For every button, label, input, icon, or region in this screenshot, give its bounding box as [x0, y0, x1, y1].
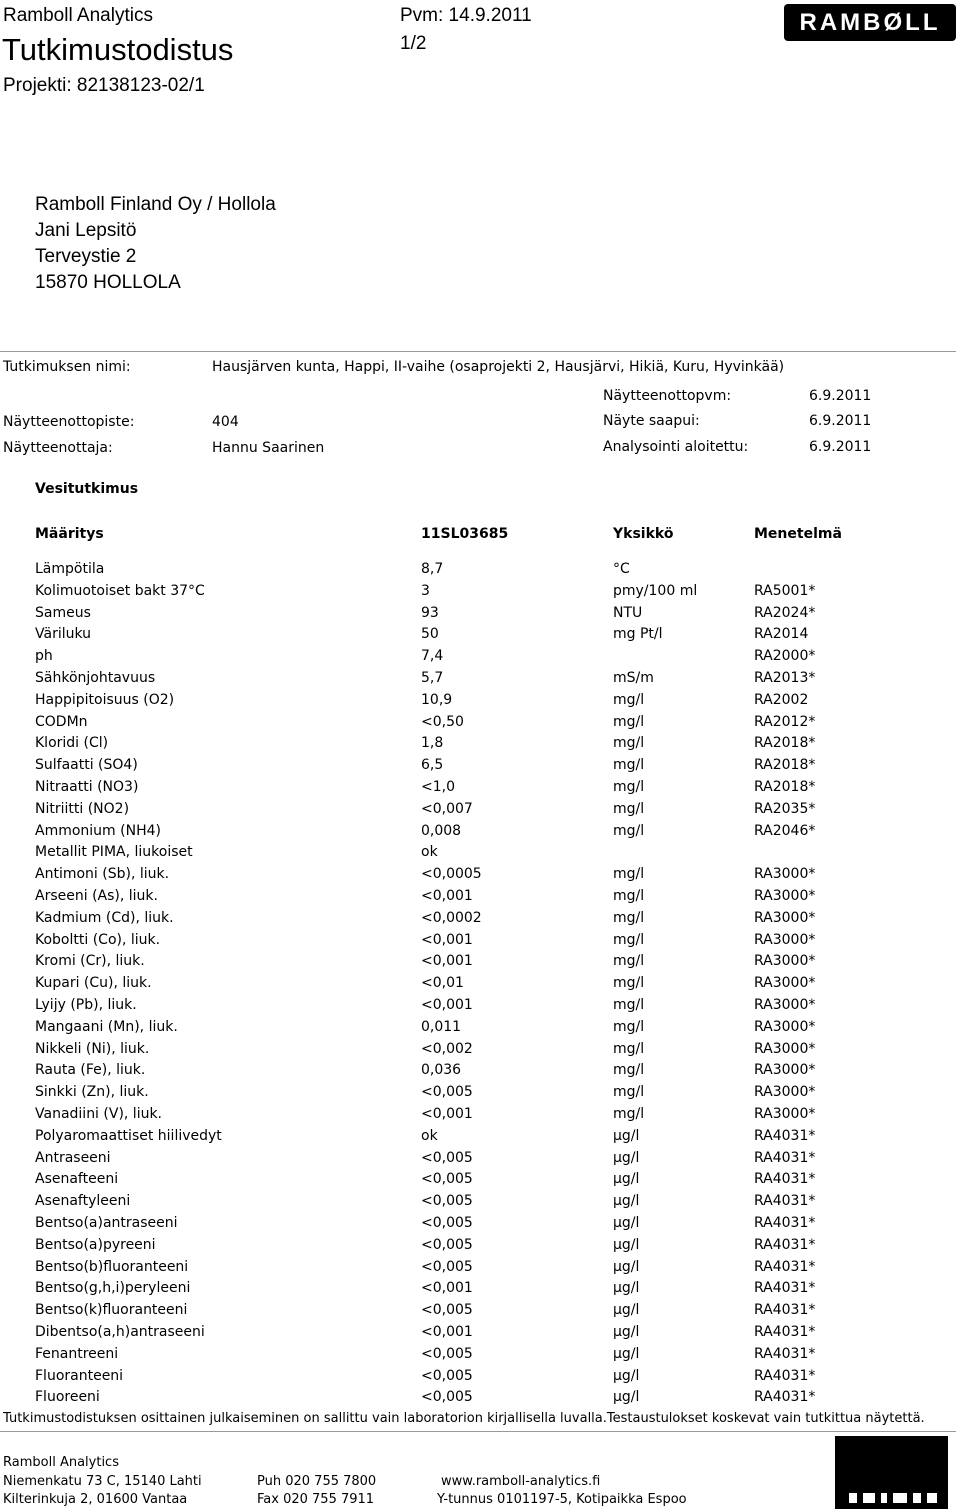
table-row: [0, 1368, 960, 1390]
table-row: [0, 932, 960, 954]
table-row: [0, 1193, 960, 1215]
table-cell: Väriluku: [35, 626, 92, 643]
table-cell: RA4031*: [754, 1171, 816, 1188]
column-header: 11SL03685: [421, 526, 509, 542]
table-row: [0, 692, 960, 714]
column-header: Menetelmä: [754, 526, 842, 542]
table-cell: <0,005: [421, 1367, 473, 1384]
table-cell: mg/l: [613, 997, 645, 1013]
table-cell: <0,002: [421, 1040, 473, 1057]
table-cell: µg/l: [613, 1324, 640, 1340]
section-title: Vesitutkimus: [35, 481, 139, 497]
table-row: [0, 714, 960, 736]
table-cell: RA3000*: [754, 866, 816, 883]
table-cell: RA2018*: [754, 735, 816, 752]
table-cell: Lyijy (Pb), liuk.: [35, 997, 137, 1013]
table-cell: Fluoreeni: [35, 1389, 100, 1406]
ramboll-logo: RAMBØLL: [784, 4, 956, 41]
table-cell: RA2000*: [754, 648, 816, 665]
table-cell: RA2018*: [754, 779, 816, 795]
table-cell: mg/l: [613, 735, 645, 752]
column-header: Yksikkö: [613, 526, 674, 542]
sampling-site-label: Näytteenottopiste:: [3, 414, 135, 430]
footer-fax: Fax 020 755 7911: [257, 1492, 375, 1507]
table-cell: ok: [421, 1127, 438, 1144]
table-cell: <0,001: [421, 1324, 473, 1340]
table-row: [0, 1106, 960, 1128]
table-row: [0, 975, 960, 997]
table-cell: µg/l: [613, 1215, 640, 1231]
recipient-line: Jani Lepsitö: [35, 220, 137, 241]
sampler-label: Näytteenottaja:: [3, 440, 113, 456]
study-name-value: Hausjärven kunta, Happi, II-vaihe (osaprojekti 2, Hausjärvi, Hikiä, Kuru, Hyvinkää): [212, 359, 785, 375]
table-cell: RA2012*: [754, 713, 816, 730]
table-cell: 0,011: [421, 1018, 462, 1035]
table-cell: Antimoni (Sb), liuk.: [35, 866, 170, 883]
table-cell: mg/l: [613, 888, 645, 904]
table-cell: Metallit PIMA, liukoiset: [35, 844, 193, 861]
table-row: [0, 583, 960, 605]
table-cell: Nitraatti (NO3): [35, 779, 139, 795]
table-cell: 8,7: [421, 561, 444, 577]
table-cell: Kloridi (Cl): [35, 735, 109, 752]
table-cell: µg/l: [613, 1302, 640, 1319]
table-cell: mg/l: [613, 1018, 645, 1035]
table-cell: <0,001: [421, 888, 473, 904]
table-row: [0, 1041, 960, 1063]
table-cell: Ammonium (NH4): [35, 822, 161, 839]
recipient-line: Ramboll Finland Oy / Hollola: [35, 194, 276, 215]
table-cell: µg/l: [613, 1258, 640, 1275]
table-cell: <0,005: [421, 1149, 473, 1166]
table-row: [0, 561, 960, 583]
study-name-label: Tutkimuksen nimi:: [3, 359, 131, 375]
table-cell: Polyaromaattiset hiilivedyt: [35, 1127, 222, 1144]
table-cell: RA4031*: [754, 1215, 816, 1231]
table-cell: <0,01: [421, 975, 464, 992]
table-cell: Asenaftyleeni: [35, 1193, 131, 1210]
table-cell: RA4031*: [754, 1367, 816, 1384]
table-cell: RA4031*: [754, 1280, 816, 1297]
analysis-started-value: 6.9.2011: [809, 439, 872, 455]
table-cell: Lämpötila: [35, 561, 105, 577]
sampler-value: Hannu Saarinen: [212, 440, 325, 456]
table-cell: Arseeni (As), liuk.: [35, 888, 158, 904]
table-row: [0, 866, 960, 888]
table-row: [0, 670, 960, 692]
table-cell: RA4031*: [754, 1193, 816, 1210]
sampling-date-value: 6.9.2011: [809, 388, 872, 404]
table-cell: RA4031*: [754, 1236, 816, 1253]
table-cell: RA3000*: [754, 975, 816, 992]
table-cell: 5,7: [421, 670, 444, 686]
document-title: Tutkimustodistus: [2, 32, 234, 67]
table-cell: <0,005: [421, 1084, 473, 1101]
table-cell: µg/l: [613, 1236, 640, 1253]
table-row: [0, 953, 960, 975]
table-cell: RA3000*: [754, 997, 816, 1013]
table-cell: 0,036: [421, 1062, 462, 1079]
table-cell: <0,0005: [421, 866, 482, 883]
table-cell: µg/l: [613, 1193, 640, 1210]
sampling-date-label: Näytteenottopvm:: [603, 388, 732, 404]
table-cell: mg/l: [613, 822, 645, 839]
table-cell: RA2002: [754, 691, 809, 708]
table-row: [0, 1324, 960, 1346]
table-cell: <0,005: [421, 1389, 473, 1406]
table-cell: Happipitoisuus (O2): [35, 691, 175, 708]
table-row: [0, 1346, 960, 1368]
document-date: Pvm: 14.9.2011: [400, 5, 532, 26]
table-row: [0, 1302, 960, 1324]
table-row: [0, 1128, 960, 1150]
table-cell: Dibentso(a,h)antraseeni: [35, 1324, 205, 1340]
table-cell: RA2013*: [754, 670, 816, 686]
footer-address: Kilterinkuja 2, 01600 Vantaa: [3, 1492, 188, 1507]
table-row: [0, 997, 960, 1019]
table-row: [0, 1019, 960, 1041]
table-cell: RA3000*: [754, 1084, 816, 1101]
table-cell: Antraseeni: [35, 1149, 111, 1166]
table-cell: 50: [421, 626, 439, 643]
table-row: [0, 605, 960, 627]
table-row: [0, 626, 960, 648]
table-cell: NTU: [613, 604, 643, 621]
table-row: [0, 844, 960, 866]
analysis-started-label: Analysointi aloitettu:: [603, 439, 749, 455]
table-cell: Bentso(g,h,i)peryleeni: [35, 1280, 191, 1297]
table-cell: <0,001: [421, 997, 473, 1013]
table-cell: 93: [421, 604, 439, 621]
table-cell: RA3000*: [754, 1040, 816, 1057]
table-cell: <0,005: [421, 1258, 473, 1275]
table-cell: µg/l: [613, 1389, 640, 1406]
table-cell: mg/l: [613, 757, 645, 774]
sampling-site-value: 404: [212, 414, 239, 430]
recipient-line: Terveystie 2: [35, 246, 137, 267]
table-cell: <0,005: [421, 1302, 473, 1319]
table-header: [0, 526, 960, 548]
table-cell: mg/l: [613, 1084, 645, 1101]
table-row: [0, 888, 960, 910]
table-cell: RA4031*: [754, 1127, 816, 1144]
table-cell: Sulfaatti (SO4): [35, 757, 138, 774]
sample-arrived-label: Näyte saapui:: [603, 413, 700, 429]
sample-arrived-value: 6.9.2011: [809, 413, 872, 429]
table-cell: mg/l: [613, 909, 645, 926]
table-cell: RA4031*: [754, 1345, 816, 1362]
table-cell: mg/l: [613, 800, 645, 817]
table-cell: 0,008: [421, 822, 462, 839]
divider: [0, 1431, 956, 1432]
table-cell: 3: [421, 582, 430, 599]
table-cell: RA3000*: [754, 1018, 816, 1035]
table-cell: mg/l: [613, 953, 645, 970]
table-cell: <0,0002: [421, 909, 482, 926]
table-cell: ok: [421, 844, 438, 861]
footer-business-id: Y-tunnus 0101197-5, Kotipaikka Espoo: [437, 1492, 687, 1507]
table-cell: Kupari (Cu), liuk.: [35, 975, 152, 992]
table-cell: RA3000*: [754, 931, 816, 948]
table-cell: CODMn: [35, 713, 88, 730]
table-cell: <0,50: [421, 713, 464, 730]
table-cell: RA2014: [754, 626, 809, 643]
table-cell: RA4031*: [754, 1302, 816, 1319]
table-cell: RA3000*: [754, 888, 816, 904]
table-row: [0, 1280, 960, 1302]
table-cell: Sameus: [35, 604, 91, 621]
table-cell: 1,8: [421, 735, 444, 752]
table-cell: Bentso(a)pyreeni: [35, 1236, 156, 1253]
table-row: [0, 1084, 960, 1106]
table-cell: mg/l: [613, 779, 645, 795]
table-cell: Rauta (Fe), liuk.: [35, 1062, 146, 1079]
table-cell: RA3000*: [754, 1062, 816, 1079]
project-number: Projekti: 82138123-02/1: [3, 75, 205, 96]
table-cell: µg/l: [613, 1280, 640, 1297]
table-cell: <0,001: [421, 1106, 473, 1122]
table-row: [0, 1237, 960, 1259]
table-cell: mS/m: [613, 670, 654, 686]
table-row: [0, 910, 960, 932]
divider: [0, 351, 956, 352]
table-cell: mg/l: [613, 931, 645, 948]
table-cell: 7,4: [421, 648, 444, 665]
table-cell: Kadmium (Cd), liuk.: [35, 909, 174, 926]
table-cell: µg/l: [613, 1149, 640, 1166]
table-cell: Kolimuotoiset bakt 37°C: [35, 582, 205, 599]
footer-company: Ramboll Analytics: [3, 1455, 119, 1470]
table-cell: mg/l: [613, 713, 645, 730]
table-cell: Sähkönjohtavuus: [35, 670, 156, 686]
table-cell: <0,005: [421, 1345, 473, 1362]
table-row: [0, 1259, 960, 1281]
table-cell: Mangaani (Mn), liuk.: [35, 1018, 178, 1035]
table-cell: Vanadiini (V), liuk.: [35, 1106, 163, 1122]
accreditation-stamp: [835, 1436, 948, 1509]
table-cell: RA3000*: [754, 909, 816, 926]
table-cell: 10,9: [421, 691, 453, 708]
table-cell: RA2046*: [754, 822, 816, 839]
table-cell: Sinkki (Zn), liuk.: [35, 1084, 149, 1101]
table-cell: Bentso(b)fluoranteeni: [35, 1258, 189, 1275]
footer-website[interactable]: www.ramboll-analytics.fi: [441, 1474, 601, 1489]
table-cell: RA4031*: [754, 1324, 816, 1340]
table-cell: <0,005: [421, 1171, 473, 1188]
table-cell: Nikkeli (Ni), liuk.: [35, 1040, 150, 1057]
page-number: 1/2: [400, 33, 427, 54]
table-cell: <0,005: [421, 1236, 473, 1253]
table-cell: Bentso(a)antraseeni: [35, 1215, 178, 1231]
table-row: [0, 1215, 960, 1237]
table-cell: RA2035*: [754, 800, 816, 817]
column-header: Määritys: [35, 526, 104, 542]
table-cell: mg/l: [613, 1106, 645, 1122]
company-name: Ramboll Analytics: [3, 5, 153, 26]
table-cell: RA2018*: [754, 757, 816, 774]
table-cell: 6,5: [421, 757, 444, 774]
table-row: [0, 823, 960, 845]
table-cell: <0,007: [421, 800, 473, 817]
table-cell: RA3000*: [754, 1106, 816, 1122]
table-row: [0, 1389, 960, 1411]
recipient-line: 15870 HOLLOLA: [35, 272, 181, 293]
table-cell: mg Pt/l: [613, 626, 663, 643]
table-row: [0, 801, 960, 823]
disclaimer: Tutkimustodistuksen osittainen julkaiseminen on sallittu vain laboratorion kirjallisella luvalla.Testaustulokset koskevat vain tutkittua näytettä.: [3, 1411, 925, 1426]
table-cell: ph: [35, 648, 53, 665]
table-cell: Fenantreeni: [35, 1345, 119, 1362]
table-cell: <0,001: [421, 953, 473, 970]
table-row: [0, 1171, 960, 1193]
table-cell: mg/l: [613, 1040, 645, 1057]
table-cell: Nitriitti (NO2): [35, 800, 130, 817]
table-cell: <0,001: [421, 1280, 473, 1297]
table-row: [0, 735, 960, 757]
table-cell: RA4031*: [754, 1149, 816, 1166]
table-cell: mg/l: [613, 691, 645, 708]
table-cell: RA5001*: [754, 582, 816, 599]
table-cell: RA2024*: [754, 604, 816, 621]
table-cell: <1,0: [421, 779, 455, 795]
table-cell: mg/l: [613, 1062, 645, 1079]
table-cell: <0,005: [421, 1193, 473, 1210]
table-cell: Kromi (Cr), liuk.: [35, 953, 145, 970]
table-cell: µg/l: [613, 1345, 640, 1362]
table-row: [0, 1150, 960, 1172]
table-cell: mg/l: [613, 975, 645, 992]
table-cell: Asenafteeni: [35, 1171, 119, 1188]
table-cell: °C: [613, 561, 630, 577]
table-cell: µg/l: [613, 1367, 640, 1384]
table-cell: µg/l: [613, 1127, 640, 1144]
table-cell: RA4031*: [754, 1389, 816, 1406]
table-cell: RA4031*: [754, 1258, 816, 1275]
table-cell: mg/l: [613, 866, 645, 883]
table-row: [0, 1062, 960, 1084]
table-row: [0, 757, 960, 779]
table-row: [0, 648, 960, 670]
table-cell: <0,005: [421, 1215, 473, 1231]
table-cell: RA3000*: [754, 953, 816, 970]
table-cell: Fluoranteeni: [35, 1367, 124, 1384]
table-cell: µg/l: [613, 1171, 640, 1188]
table-cell: pmy/100 ml: [613, 582, 698, 599]
footer-address: Niemenkatu 73 C, 15140 Lahti: [3, 1474, 202, 1489]
footer-phone: Puh 020 755 7800: [257, 1474, 377, 1489]
table-cell: Bentso(k)fluoranteeni: [35, 1302, 188, 1319]
table-row: [0, 779, 960, 801]
table-cell: Koboltti (Co), liuk.: [35, 931, 161, 948]
table-cell: <0,001: [421, 931, 473, 948]
